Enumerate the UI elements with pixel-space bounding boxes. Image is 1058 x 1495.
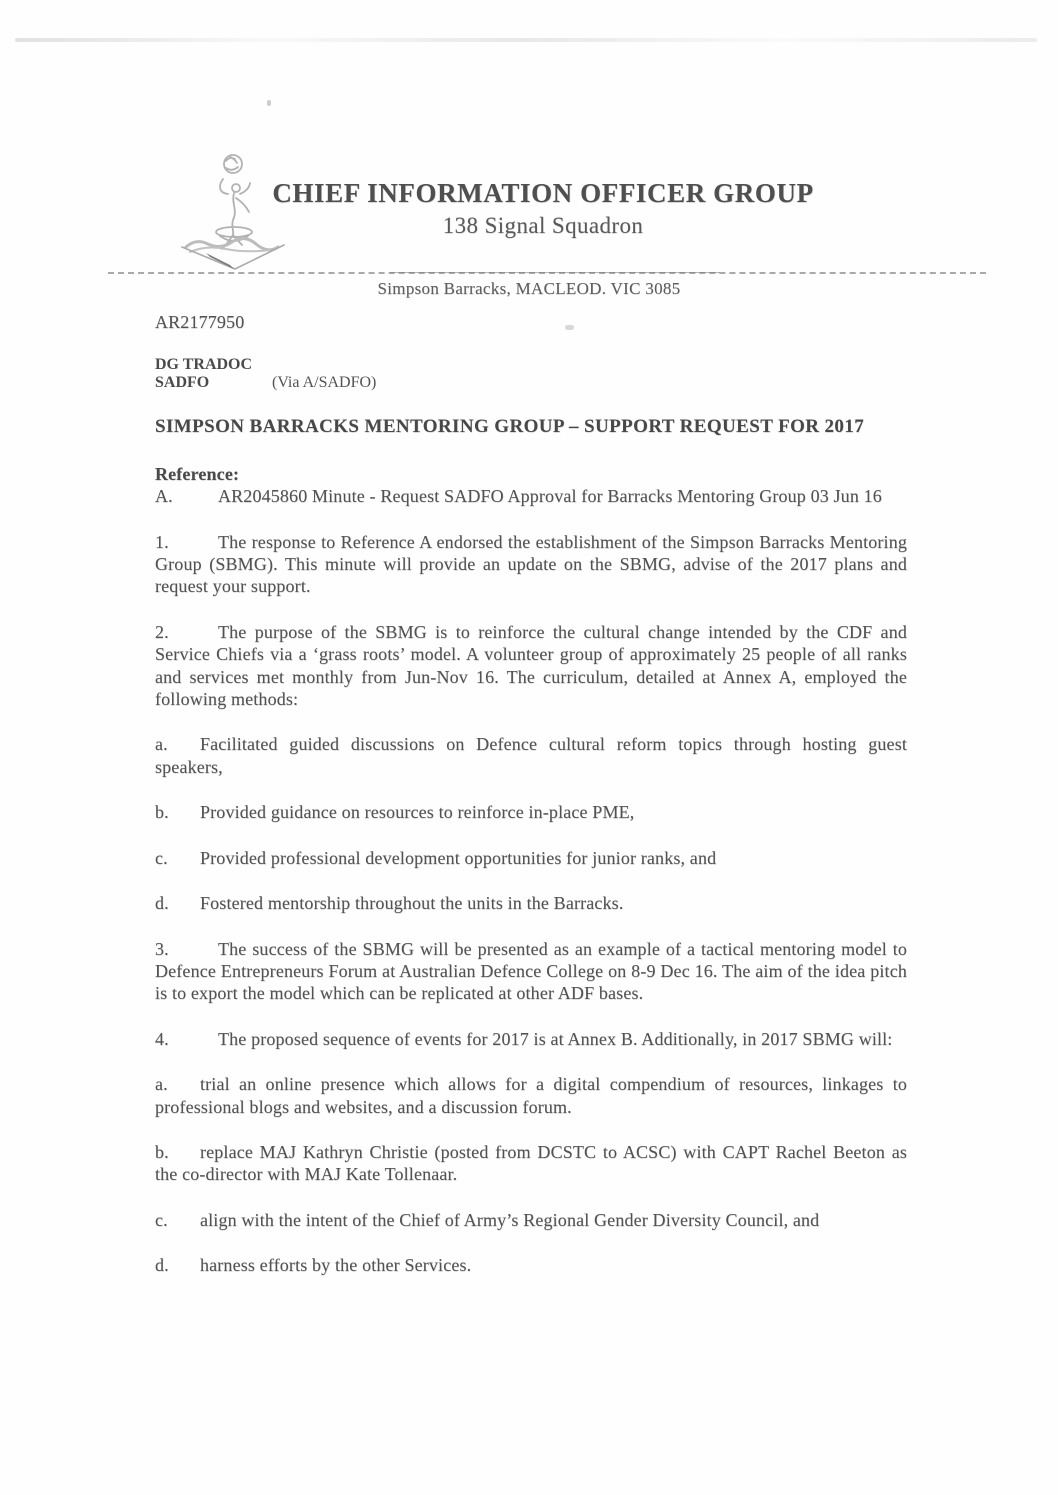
- paragraph-text: Facilitated guided discussions on Defence cultural reform topics through hosting guest speakers,: [155, 734, 907, 777]
- body-subparagraph: [155, 733, 907, 778]
- reference-heading: Reference:: [155, 463, 240, 484]
- addressee-secondary-line: [155, 374, 907, 392]
- addressee-secondary: SADFO: [155, 374, 210, 392]
- body-paragraph: [155, 938, 907, 1005]
- body-paragraph: [155, 1028, 907, 1050]
- reference-label: A.: [155, 486, 173, 507]
- letterhead-divider-rule-overlay: [390, 272, 720, 273]
- paragraph-label: c.: [155, 1209, 168, 1230]
- body-subparagraph: [155, 1141, 907, 1186]
- body-subparagraph: [155, 847, 907, 869]
- paragraph-label: c.: [155, 847, 168, 868]
- scan-artifact-dot: [267, 100, 271, 106]
- body-subparagraph: [155, 1073, 907, 1118]
- letterhead-unit: 138 Signal Squadron: [442, 213, 644, 238]
- paragraph-text: Provided professional development opportunities for junior ranks, and: [200, 847, 717, 868]
- paragraph-text: The purpose of the SBMG is to reinforce the cultural change intended by the CDF and Service Chiefs via a ‘grass roots’ model. A volunteer group of approximately 25 people of all ranks and services met monthly from Jun-Nov 16. The curriculum, detailed at Annex A, employed the following methods:: [155, 621, 907, 710]
- body-subparagraph: [155, 892, 907, 914]
- paragraph-label: d.: [155, 1255, 169, 1276]
- paragraph-label: b.: [155, 1141, 169, 1162]
- paragraph-text: The response to Reference A endorsed the establishment of the Simpson Barracks Mentoring Group (SBMG). This minute will provide an update on the SBMG, advise of the 2017 plans and request your support.: [155, 531, 907, 597]
- body-paragraph: [155, 621, 907, 711]
- addressee-block: [155, 356, 907, 392]
- paragraph-label: a.: [155, 734, 168, 755]
- paragraph-text: The proposed sequence of events for 2017 is at Annex B. Additionally, in 2017 SBMG will:: [218, 1028, 893, 1049]
- body-paragraph: [155, 531, 907, 598]
- paragraph-label: a.: [155, 1074, 168, 1095]
- doc-number: AR2177950: [155, 312, 245, 332]
- subject-title: SIMPSON BARRACKS MENTORING GROUP – SUPPORT REQUEST FOR 2017: [155, 416, 865, 438]
- body-subparagraph: [155, 801, 907, 823]
- addressee-via: (Via A/SADFO): [272, 374, 377, 392]
- body-subparagraph: [155, 1209, 907, 1231]
- paragraph-label: 4.: [155, 1028, 169, 1049]
- paragraph-text: Fostered mentorship throughout the units in the Barracks.: [200, 893, 624, 914]
- body-subparagraph: [155, 1254, 907, 1276]
- paragraph-label: d.: [155, 893, 169, 914]
- letterhead: [28, 178, 1058, 239]
- reference-item: [155, 485, 907, 507]
- paragraph-text: The success of the SBMG will be presented as an example of a tactical mentoring model to Defence Entrepreneurs Forum at Australian Defence College on 8-9 Dec 16. The aim of the idea pitch is to export the model which can be replicated at other ADF bases.: [155, 938, 907, 1004]
- paragraph-text: replace MAJ Kathryn Christie (posted from DCSTC to ACSC) with CAPT Rachel Beeton as the co-director with MAJ Kate Tollenaar.: [155, 1141, 907, 1185]
- paragraph-text: align with the intent of the Chief of Army’s Regional Gender Diversity Council, and: [200, 1209, 820, 1230]
- paragraph-label: b.: [155, 802, 169, 823]
- paragraph-text: Provided guidance on resources to reinforce in-place PME,: [200, 802, 635, 823]
- scan-artifact-top-line: [15, 38, 1037, 42]
- letterhead-address: Simpson Barracks, MACLEOD. VIC 3085: [377, 279, 681, 298]
- paragraph-label: 1.: [155, 531, 169, 552]
- memo-body: [155, 311, 907, 1300]
- paragraph-text: harness efforts by the other Services.: [200, 1255, 472, 1276]
- reference-text: AR2045860 Minute - Request SADFO Approval for Barracks Mentoring Group 03 Jun 16: [218, 486, 882, 507]
- addressee-primary: DG TRADOC: [155, 356, 253, 374]
- paragraph-label: 2.: [155, 621, 169, 642]
- letterhead-organisation: CHIEF INFORMATION OFFICER GROUP: [272, 178, 814, 208]
- paragraph-label: 3.: [155, 938, 169, 959]
- paragraph-text: trial an online presence which allows for a digital compendium of resources, linkages to professional blogs and websites, and a discussion forum.: [155, 1074, 907, 1117]
